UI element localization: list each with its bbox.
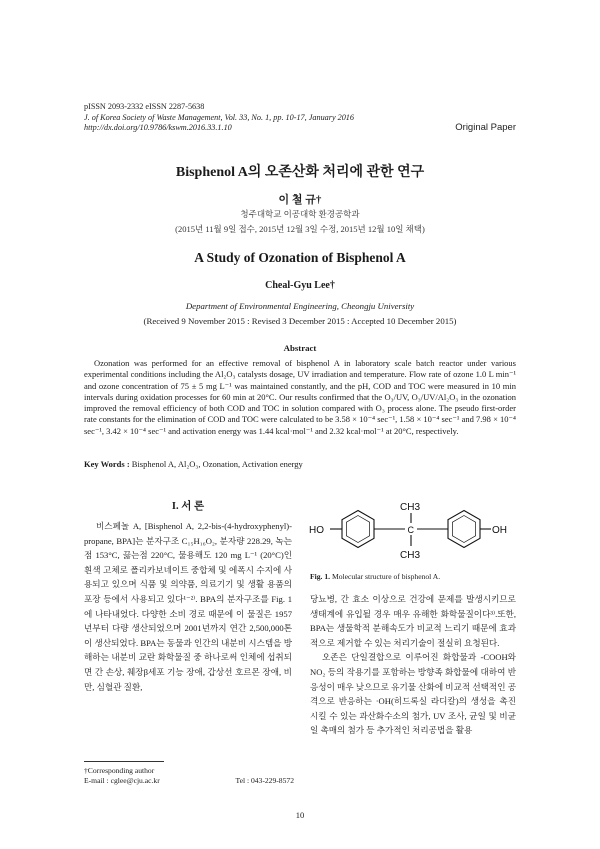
doi-link[interactable]: http://dx.doi.org/10.9786/kswm.2016.33.1.10: [84, 123, 232, 132]
korean-author: 이 철 규†: [278, 194, 322, 206]
figure-caption-text: Molecular structure of bisphenol A.: [330, 572, 441, 581]
ch3-bottom-label: CH3: [400, 550, 421, 561]
korean-affiliation: 청주대학교 이공대학 환경공학과: [240, 209, 360, 219]
keywords: [84, 459, 516, 469]
corresponding-author: †Corresponding author: [84, 766, 155, 775]
paper-type: Original Paper: [455, 122, 516, 133]
section-heading: I. 서 론: [171, 501, 205, 512]
english-author: Cheal-Gyu Lee†: [265, 280, 335, 291]
keywords-label: Key Words :: [84, 459, 130, 469]
intro-paragraph-1: 비스페놀 A, [Bisphenol A, 2,2-bis-(4-hydroxyphenyl)-propane, BPA]는 분자구조 C₁₅H₁₆O₂, 분자량 228.29, 녹는점 153°C, 끓는점 220°C, 물용해도 120 mg L⁻¹ (20°C)인 흰색 고체로 폴리카보네이트 중합체 및 에폭시 수지에 사용되고 있으며 식품 및 의약품, 의료기기 및 생활 용품의 포장 등에서 사용되고 있다¹⁻²⁾. BPA의 분자구조를 Fig. 1에 나타내었다. 다양한 소비 경로 때문에 이 물질은 1957년부터 다량 생산되었으며 2001년까지 연간 2,500,000톤이 생산되었다. BPA는 동물과 인간의 내분비 시스템을 방해하는 내분비 교란 화학물질 중 하나로써 인체에 섭취되면 간 손상, 췌장β세포 기능 장애, 갑상선 호르몬 장애, 비만, 심혈관 질환,: [84, 521, 292, 692]
footnote: [84, 766, 294, 786]
central-carbon-label: C: [407, 525, 414, 535]
english-title: A Study of Ozonation of Bisphenol A: [194, 250, 406, 265]
footnote-rule: [84, 761, 164, 762]
journal-header: [84, 102, 354, 134]
ch3-top-label: CH3: [400, 502, 421, 513]
right-column: [310, 592, 516, 738]
english-affiliation: Department of Environmental Engineering, Cheongju University: [185, 301, 415, 311]
korean-title: Bisphenol A의 오존산화 처리에 관한 연구: [175, 165, 425, 180]
figure-caption: [310, 572, 440, 581]
abstract-text: Ozonation was performed for an effective removal of bisphenol A in laboratory scale batch reactor under various experimental conditions including the Al₂O₃ catalysts dosage, UV irradiation and temperature. Flow rate of ozone 1.0 L min⁻¹ and ozone concentration of 75 ± 5 mg L⁻¹ was maintained constantly, and the pH, COD and TOC were measured in 10 min intervals during oxidation processes for 60 min at 20°C. Our results confirmed that the O₃/UV, O₃/UV/Al₂O₃ in the ozonation improved the removal efficiency of both COD and TOC in solution compared with O₃ process alone. The pseudo first-order rate constants for the elimination of COD and TOC were calculated to be 3.58 × 10⁻⁴ sec⁻¹, 1.58 × 10⁻⁴ sec⁻¹ and 7.98 × 10⁻⁴ sec⁻¹, 3.42 × 10⁻⁴ sec⁻¹ and activation energy was 1.44 kcal·mol⁻¹ and 2.32 kcal·mol⁻¹ at 20°C, respectively.: [84, 358, 516, 436]
korean-dates: (2015년 11월 9일 접수, 2015년 12월 3일 수정, 2015년 12월 10일 채택): [175, 224, 425, 234]
left-ring-inner: [346, 516, 369, 543]
issn: pISSN 2093-2332 eISSN 2287-5638: [84, 102, 205, 111]
figure-molecular-structure: [308, 493, 516, 571]
bisphenol-a-structure: [308, 493, 516, 571]
email[interactable]: E-mail : cglee@cju.ac.kr: [84, 776, 160, 785]
right-benzene-ring: [448, 511, 480, 548]
keywords-text: Bisphenol A, Al₂O₃, Ozonation, Activation energy: [129, 459, 303, 469]
abstract-body: [84, 358, 516, 437]
oh-label: OH: [492, 525, 507, 536]
telephone: Tel : 043-229-8572: [235, 776, 294, 785]
left-column: [84, 519, 292, 694]
right-ring-inner: [452, 516, 475, 543]
journal-citation: J. of Korea Society of Waste Management, Vol. 33, No. 1, pp. 10-17, January 2016: [84, 112, 354, 122]
intro-paragraph-1-continued: 당뇨병, 간 효소 이상으로 건강에 문제를 발생시키므로 생태계에 유입될 경우 매우 유해한 화학물질이다³⁾.또한, BPA는 생물학적 분해속도가 비교적 느리기 때문에 효과적으로 제거할 수 있는 처리기술이 절실히 요청된다.: [310, 594, 516, 648]
contact-line: [84, 776, 294, 786]
ho-label: HO: [309, 525, 324, 536]
abstract-heading: Abstract: [283, 343, 317, 353]
left-benzene-ring: [342, 511, 374, 548]
page-number: 10: [295, 810, 305, 820]
intro-paragraph-2: 오존은 단일결합으로 이루어진 화합물과 -COOH와 NO₂ 등의 작용기를 포함하는 방향족 화합물에 대하여 반응성이 매우 낮으므로 유기물 산화에 비교적 선택적인 공격으로 반응하는 ·OH(히드록실 라디칼)의 생성을 촉진시킬 수 있는 과산화수소의 첨가, UV 조사, 균일 및 비균일 촉매의 첨가 등 추가적인 처리공법을 활용: [310, 652, 516, 736]
english-dates: (Received 9 November 2015 : Revised 3 December 2015 : Accepted 10 December 2015): [143, 316, 457, 326]
figure-caption-label: Fig. 1.: [310, 572, 331, 581]
